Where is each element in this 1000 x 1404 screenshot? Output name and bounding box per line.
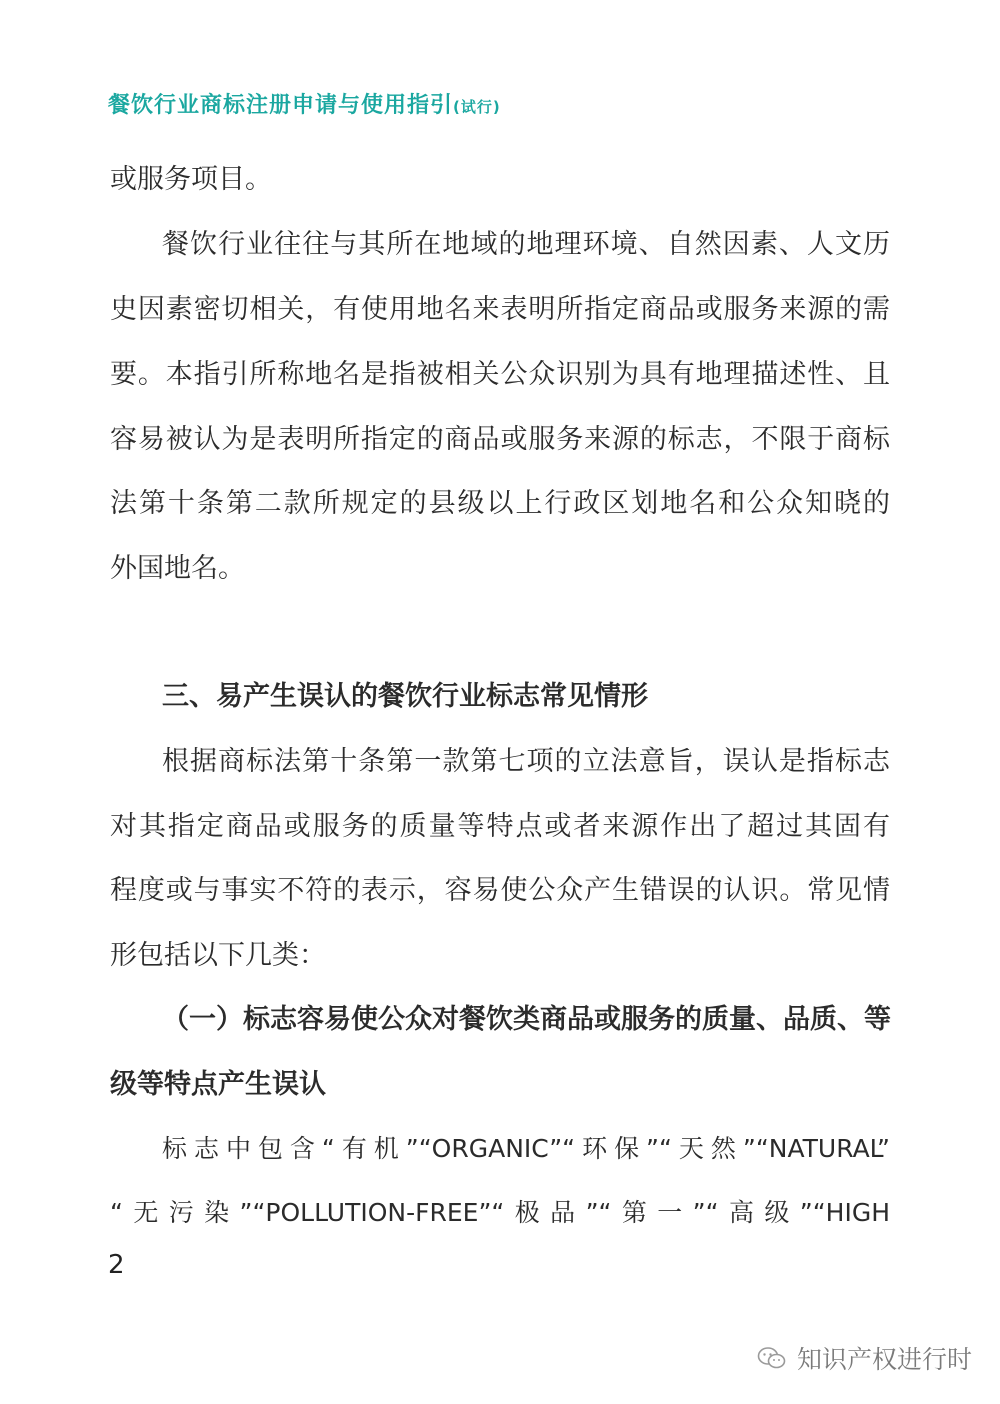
paragraph-line: 对其指定商品或服务的质量等特点或者来源作出了超过其固有 (110, 811, 890, 842)
paragraph-line: 容易被认为是表明所指定的商品或服务来源的标志，不限于商标 (110, 424, 890, 455)
paragraph-line: 标志中包含“有机”“ORGANIC”“环保”“天然”“NATURAL” (162, 1134, 890, 1163)
section-heading: 三、易产生误认的餐饮行业标志常见情形 (162, 681, 648, 712)
header-title: 餐饮行业商标注册申请与使用指引 (108, 93, 454, 118)
wechat-icon (757, 1346, 787, 1370)
paragraph-line: 形包括以下几类： (110, 940, 326, 971)
paragraph-line: 根据商标法第十条第一款第七项的立法意旨，误认是指标志 (162, 746, 890, 777)
paragraph-line: 餐饮行业往往与其所在地域的地理环境、自然因素、人文历 (162, 229, 890, 260)
watermark-text: 知识产权进行时 (796, 1345, 972, 1374)
paragraph-line: 要。本指引所称地名是指被相关公众识别为具有地理描述性、且 (110, 359, 890, 390)
paragraph-line: 程度或与事实不符的表示，容易使公众产生错误的认识。常见情 (110, 875, 890, 906)
subsection-heading: 级等特点产生误认 (110, 1069, 326, 1100)
watermark (757, 1340, 972, 1376)
paragraph-line: 外国地名。 (110, 553, 245, 584)
paragraph-line: “无污染”“POLLUTION-FREE”“极品”“第一”“高级”“HIGH (110, 1198, 890, 1227)
header-suffix: (试行) (453, 98, 501, 116)
paragraph-line: 史因素密切相关，有使用地名来表明所指定商品或服务来源的需 (110, 294, 890, 325)
paragraph-line: 或服务项目。 (110, 164, 272, 195)
paragraph-line: 法第十条第二款所规定的县级以上行政区划地名和公众知晓的 (110, 488, 890, 519)
page-number: 2 (108, 1250, 125, 1280)
subsection-heading: （一）标志容易使公众对餐饮类商品或服务的质量、品质、等 (162, 1004, 891, 1035)
document-header (108, 88, 501, 119)
